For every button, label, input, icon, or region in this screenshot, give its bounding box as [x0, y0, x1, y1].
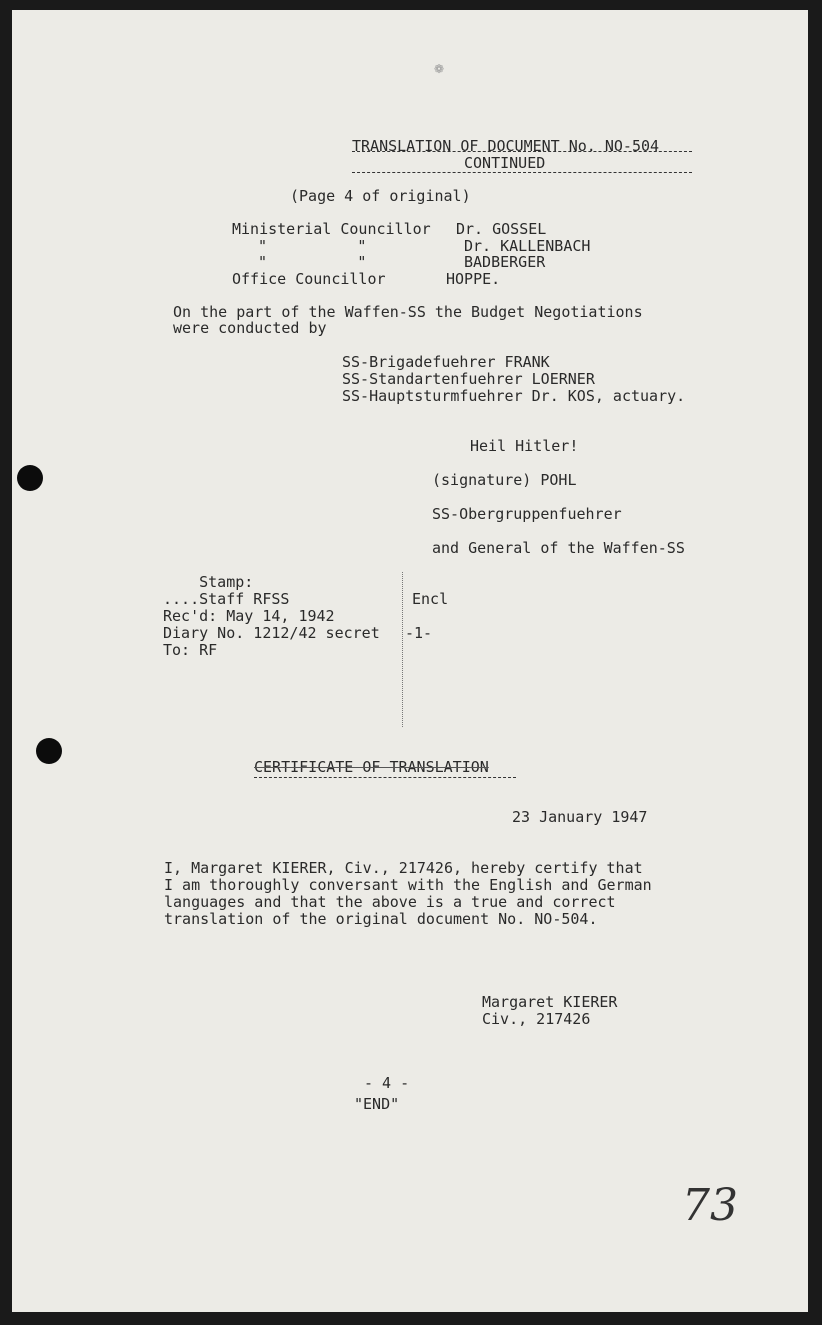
- official-name: Dr. GOSSEL: [456, 220, 547, 238]
- page-number: - 4 -: [364, 1074, 410, 1092]
- negotiator: SS-Hauptsturmfuehrer Dr. KOS, actuary.: [342, 387, 686, 405]
- official-title: Office Councillor: [232, 270, 386, 288]
- official-name: Dr. KALLENBACH: [464, 237, 591, 255]
- official-title: Ministerial Councillor: [232, 220, 431, 238]
- salutation: Heil Hitler!: [470, 437, 579, 455]
- stamp-divider: [402, 572, 403, 727]
- signature: (signature) POHL: [432, 471, 577, 489]
- punch-hole-upper: [17, 465, 43, 491]
- certificate-body-line: I, Margaret KIERER, Civ., 217426, hereby certify that: [164, 859, 643, 877]
- paper-mark: ❁: [434, 62, 445, 76]
- stamp-line: To: RF: [163, 641, 218, 659]
- translator-name: Margaret KIERER: [482, 993, 618, 1011]
- end-mark: "END": [354, 1095, 400, 1113]
- document-title-continued: CONTINUED: [464, 154, 546, 172]
- title-rule-upper: [352, 151, 692, 152]
- stamp-line: Rec'd: May 14, 1942: [163, 607, 335, 625]
- enclosure-label: Encl: [412, 590, 449, 608]
- certificate-date: 23 January 1947: [512, 808, 648, 826]
- stamp-line: Diary No. 1212/42 secret: [163, 624, 380, 642]
- document-page: [12, 10, 808, 1312]
- negotiator: SS-Brigadefuehrer FRANK: [342, 353, 550, 371]
- certificate-heading: CERTIFICATE OF TRANSLATION: [254, 758, 489, 776]
- official-title: " ": [258, 237, 367, 255]
- enclosure-value: -1-: [405, 624, 433, 642]
- official-name: HOPPE.: [446, 270, 501, 288]
- signer-rank-2: and General of the Waffen-SS: [432, 539, 685, 557]
- title-rule-lower: [352, 172, 692, 173]
- page-reference: (Page 4 of original): [290, 187, 471, 205]
- negotiator: SS-Standartenfuehrer LOERNER: [342, 370, 595, 388]
- certificate-body-line: I am thoroughly conversant with the English and German: [164, 876, 652, 894]
- certificate-body-line: translation of the original document No. NO-504.: [164, 910, 598, 928]
- waffen-intro-line: were conducted by: [173, 319, 327, 337]
- certificate-body-line: languages and that the above is a true and correct: [164, 893, 616, 911]
- official-name: BADBERGER: [464, 253, 546, 271]
- waffen-intro-line: On the part of the Waffen-SS the Budget Negotiations: [173, 303, 643, 321]
- punch-hole-lower: [36, 738, 62, 764]
- document-title: TRANSLATION OF DOCUMENT No. NO-504: [352, 137, 660, 155]
- signer-rank: SS-Obergruppenfuehrer: [432, 505, 622, 523]
- certificate-heading-underline: [254, 777, 516, 778]
- stamp-line: Stamp:: [163, 573, 254, 591]
- stamp-line: ....Staff RFSS: [163, 590, 290, 608]
- official-title: " ": [258, 253, 367, 271]
- translator-id: Civ., 217426: [482, 1010, 591, 1028]
- handwritten-page-number: 73: [682, 1180, 738, 1231]
